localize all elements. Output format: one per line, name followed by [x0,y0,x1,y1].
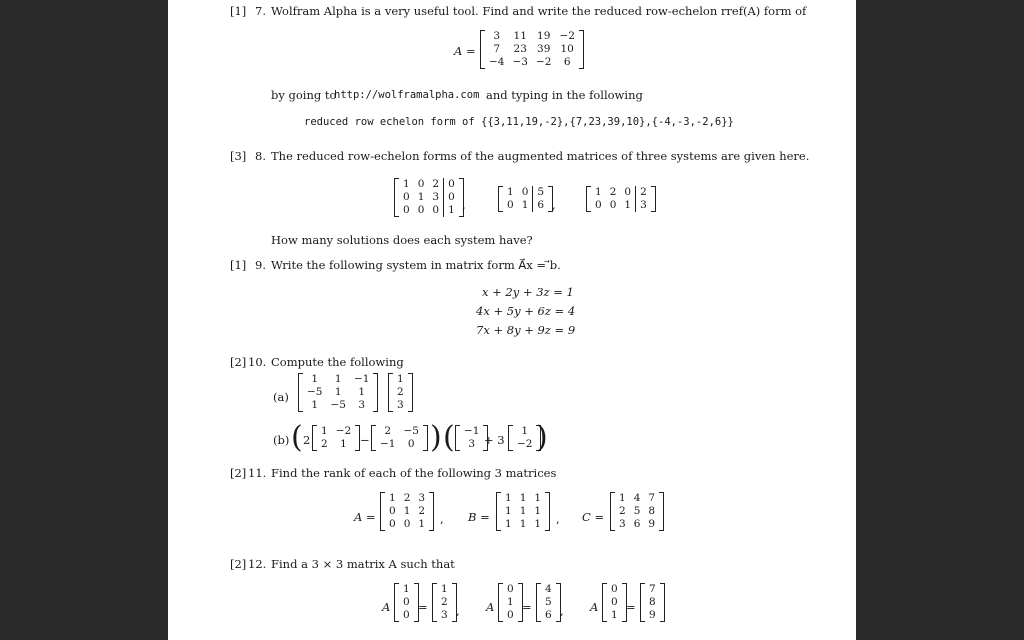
matrix-body [645,583,660,622]
q8-number: 8. [255,149,266,163]
matrix-body [399,583,414,622]
matrix-entry: 3 [619,518,626,530]
matrix-body [437,583,452,622]
matrix-entry: −1 [380,438,396,450]
matrix-entry: 6 [533,199,548,212]
matrix-entry: 2 [397,386,404,398]
matrix-entry: 0 [624,186,632,198]
matrix-entry: 1 [505,505,512,517]
matrix-entry: 1 [521,425,529,437]
q10b-close-paren-1: ) [430,420,442,455]
q10-number: 10. [248,355,267,369]
matrix-body [385,492,429,531]
matrix-entry: 7 [493,43,501,55]
matrix-entry: −5 [403,425,419,437]
bracket-right [579,30,584,69]
matrix-body [503,583,518,622]
matrix-entry: 1 [321,425,328,437]
q12-A-1: A [382,600,391,614]
matrix-body [503,186,548,212]
matrix-entry: 1 [507,596,514,608]
matrix-entry: 0 [444,178,459,191]
matrix-entry: 1 [534,505,542,517]
matrix-entry: 11 [513,30,527,42]
q11-matrix-B [496,492,550,531]
q8-text: The reduced row-echelon forms of the augmented matrices of three systems are given here. [271,149,810,163]
matrix-entry: 0 [417,178,425,190]
q9-number: 9. [255,258,266,272]
matrix-entry: 2 [403,492,411,504]
matrix-entry: 0 [507,583,514,595]
matrix-entry: 5 [533,186,548,199]
matrix-entry: 1 [505,492,512,504]
matrix-entry: 1 [519,505,527,517]
matrix-entry: 0 [389,518,396,530]
matrix-entry: 0 [417,204,425,216]
q11-C-label: C = [582,510,605,524]
q12-A-2: A [486,600,495,614]
matrix-entry: 39 [537,43,551,55]
matrix-body [591,186,651,212]
matrix-entry: 9 [648,518,656,530]
q7-matrix-label: A = [454,44,476,58]
matrix-entry: 4 [545,583,552,595]
q10b-scalar-2: 2 [303,433,311,447]
q12-points: [2] [230,557,247,571]
q10a-matrix [298,373,378,412]
matrix-entry: 1 [611,609,618,621]
matrix-entry: 0 [507,609,514,621]
matrix-entry: 1 [417,191,425,203]
matrix-entry: 7 [648,492,656,504]
matrix-entry: 1 [519,518,527,530]
q10-text: Compute the following [271,355,404,369]
matrix-body [460,425,483,451]
matrix-entry: −1 [464,425,480,437]
bracket-right [429,492,434,531]
q12-comma-1: , [456,604,460,618]
q11-text: Find the rank of each of the following 3 matrices [271,466,557,480]
matrix-entry: 5 [633,505,641,517]
matrix-body [501,492,545,531]
q7-typing: and typing in the following [486,88,643,102]
q12-vector-e1 [394,583,419,622]
q10b-minus: − [360,433,370,447]
matrix-entry: 2 [609,186,617,198]
q11-points: [2] [230,466,247,480]
q7-text: Wolfram Alpha is a very useful tool. Find and write the reduced row-echelon rref(A) form of [271,4,807,18]
matrix-entry: −2 [535,56,552,68]
matrix-entry: −2 [517,438,533,450]
matrix-entry: 0 [611,583,618,595]
matrix-entry: 0 [389,505,396,517]
matrix-entry: 0 [403,596,410,608]
matrix-entry: 2 [441,596,448,608]
q10b-label: (b) [273,433,290,447]
matrix-entry: 1 [389,492,396,504]
q10b-matrix-1 [312,425,360,451]
matrix-entry: 1 [519,492,527,504]
matrix-entry: 1 [334,373,342,385]
matrix-body [615,492,659,531]
q10a-vector [388,373,413,412]
q7-matrix-A [480,30,584,69]
matrix-entry: 9 [649,609,656,621]
matrix-entry: 1 [534,492,542,504]
matrix-entry: 0 [611,596,618,608]
matrix-entry: 2 [384,425,392,437]
matrix-entry: −4 [489,56,505,68]
matrix-entry: 2 [432,178,440,190]
q12-vector-r2 [536,583,561,622]
q10b-plus-3: + 3 [484,433,505,447]
matrix-entry: 8 [648,505,656,517]
matrix-entry: 0 [403,609,410,621]
matrix-entry: 1 [441,583,448,595]
matrix-entry: −5 [307,386,323,398]
matrix-entry: 0 [432,204,440,216]
matrix-entry: 1 [403,583,410,595]
q11-B-label: B = [468,510,490,524]
matrix-entry: 3 [397,399,404,411]
q12-equals-1: = [418,600,428,614]
matrix-entry: 3 [441,609,448,621]
q12-vector-e3 [602,583,627,622]
bracket-right [660,583,665,622]
q12-equals-2: = [522,600,532,614]
matrix-body [376,425,423,451]
matrix-entry: −2 [335,425,352,437]
q8-matrix-1 [394,178,464,217]
q11-comma-1: , [440,512,444,526]
matrix-body [393,373,408,412]
matrix-entry: 6 [563,56,571,68]
matrix-entry: 6 [633,518,641,530]
matrix-entry: 1 [534,518,542,530]
matrix-entry: 1 [595,186,602,198]
matrix-entry: 2 [321,438,328,450]
matrix-entry: 19 [537,30,551,42]
matrix-entry: 1 [403,505,411,517]
matrix-body [485,30,579,69]
q10b-open-paren-2: ( [443,420,455,455]
q12-text: Find a 3 × 3 matrix A such that [271,557,455,571]
matrix-entry: 6 [545,609,552,621]
q8-comma-2: , [552,198,556,212]
matrix-entry: 5 [545,596,552,608]
matrix-entry: 1 [397,373,404,385]
matrix-entry: 3 [636,199,651,212]
matrix-entry: 1 [624,199,632,211]
matrix-entry: 1 [418,518,426,530]
q12-equals-3: = [626,600,636,614]
matrix-entry: 3 [468,438,476,450]
q12-number: 12. [248,557,267,571]
q9-points: [1] [230,258,247,272]
matrix-entry: 0 [609,199,617,211]
q8-matrix-3 [586,186,656,212]
matrix-body [399,178,459,217]
q11-matrix-A [380,492,434,531]
q7-command: reduced row echelon form of {{3,11,19,-2},{7,23,39,10},{-4,-3,-2,6}} [304,116,734,128]
matrix-entry: −1 [353,373,370,385]
matrix-entry: 3 [493,30,501,42]
q9-text: Write the following system in matrix form A⃗x = ⃗b. [271,258,561,272]
bracket-right [423,425,428,451]
matrix-entry: 3 [432,191,440,203]
q8-comma-1: , [462,198,466,212]
matrix-entry: 0 [403,204,410,216]
matrix-entry: 0 [403,191,410,203]
q11-matrix-C [610,492,664,531]
bracket-right [659,492,664,531]
matrix-entry: 1 [403,178,410,190]
matrix-entry: 10 [560,43,574,55]
matrix-entry: −5 [330,399,346,411]
matrix-body [303,373,373,412]
matrix-entry: 1 [505,518,512,530]
matrix-entry: 0 [407,438,415,450]
q12-vector-e2 [498,583,523,622]
q8-matrix-2 [498,186,553,212]
matrix-entry: 0 [507,199,514,211]
matrix-entry: 4 [633,492,641,504]
bracket-right [373,373,378,412]
bracket-right [545,492,550,531]
q7-points: [1] [230,4,247,18]
matrix-entry: 3 [418,492,426,504]
bracket-right [408,373,413,412]
q8-points: [3] [230,149,247,163]
q11-number: 11. [248,466,267,480]
matrix-entry: 23 [513,43,527,55]
matrix-body [513,425,536,451]
matrix-body [317,425,355,451]
matrix-entry: 1 [311,399,319,411]
q7-number: 7. [255,4,266,18]
matrix-entry: 2 [418,505,426,517]
matrix-entry: 3 [358,399,366,411]
q10a-label: (a) [273,390,289,404]
matrix-entry: 1 [340,438,347,450]
matrix-entry: 1 [358,386,366,398]
q10b-matrix-2 [371,425,428,451]
matrix-entry: 0 [595,199,602,211]
q12-vector-r1 [432,583,457,622]
matrix-entry: 0 [403,518,411,530]
matrix-entry: −2 [559,30,575,42]
matrix-entry: 1 [311,373,319,385]
matrix-entry: 7 [649,583,656,595]
q10b-close-paren-2: ) [536,420,548,455]
bracket-right [651,186,656,212]
q8-question: How many solutions does each system have? [271,233,533,247]
matrix-entry: 1 [521,199,529,211]
q12-A-3: A [590,600,599,614]
q7-url: http://wolframalpha.com [334,89,480,101]
matrix-entry: 2 [636,186,651,199]
matrix-entry: 2 [619,505,626,517]
matrix-entry: 1 [444,204,459,217]
matrix-entry: 0 [444,191,459,204]
q9-equation-3: 7x + 8y + 9z = 9 [476,323,576,337]
matrix-entry: 1 [507,186,514,198]
q11-comma-2: , [556,512,560,526]
q9-equation-2: 4x + 5y + 6z = 4 [476,304,576,318]
q12-comma-2: , [560,604,564,618]
q10b-open-paren-1: ( [291,420,303,455]
document-page [168,0,856,640]
matrix-entry: −3 [512,56,528,68]
matrix-entry: 8 [649,596,656,608]
q9-equation-1: x + 2y + 3z = 1 [482,285,574,299]
q10-points: [2] [230,355,247,369]
matrix-entry: 0 [521,186,529,198]
q11-A-label: A = [354,510,376,524]
matrix-entry: 1 [619,492,626,504]
matrix-body [541,583,556,622]
q7-by-going: by going to [271,88,337,102]
matrix-entry: 1 [334,386,342,398]
q12-vector-r3 [640,583,665,622]
matrix-body [607,583,622,622]
